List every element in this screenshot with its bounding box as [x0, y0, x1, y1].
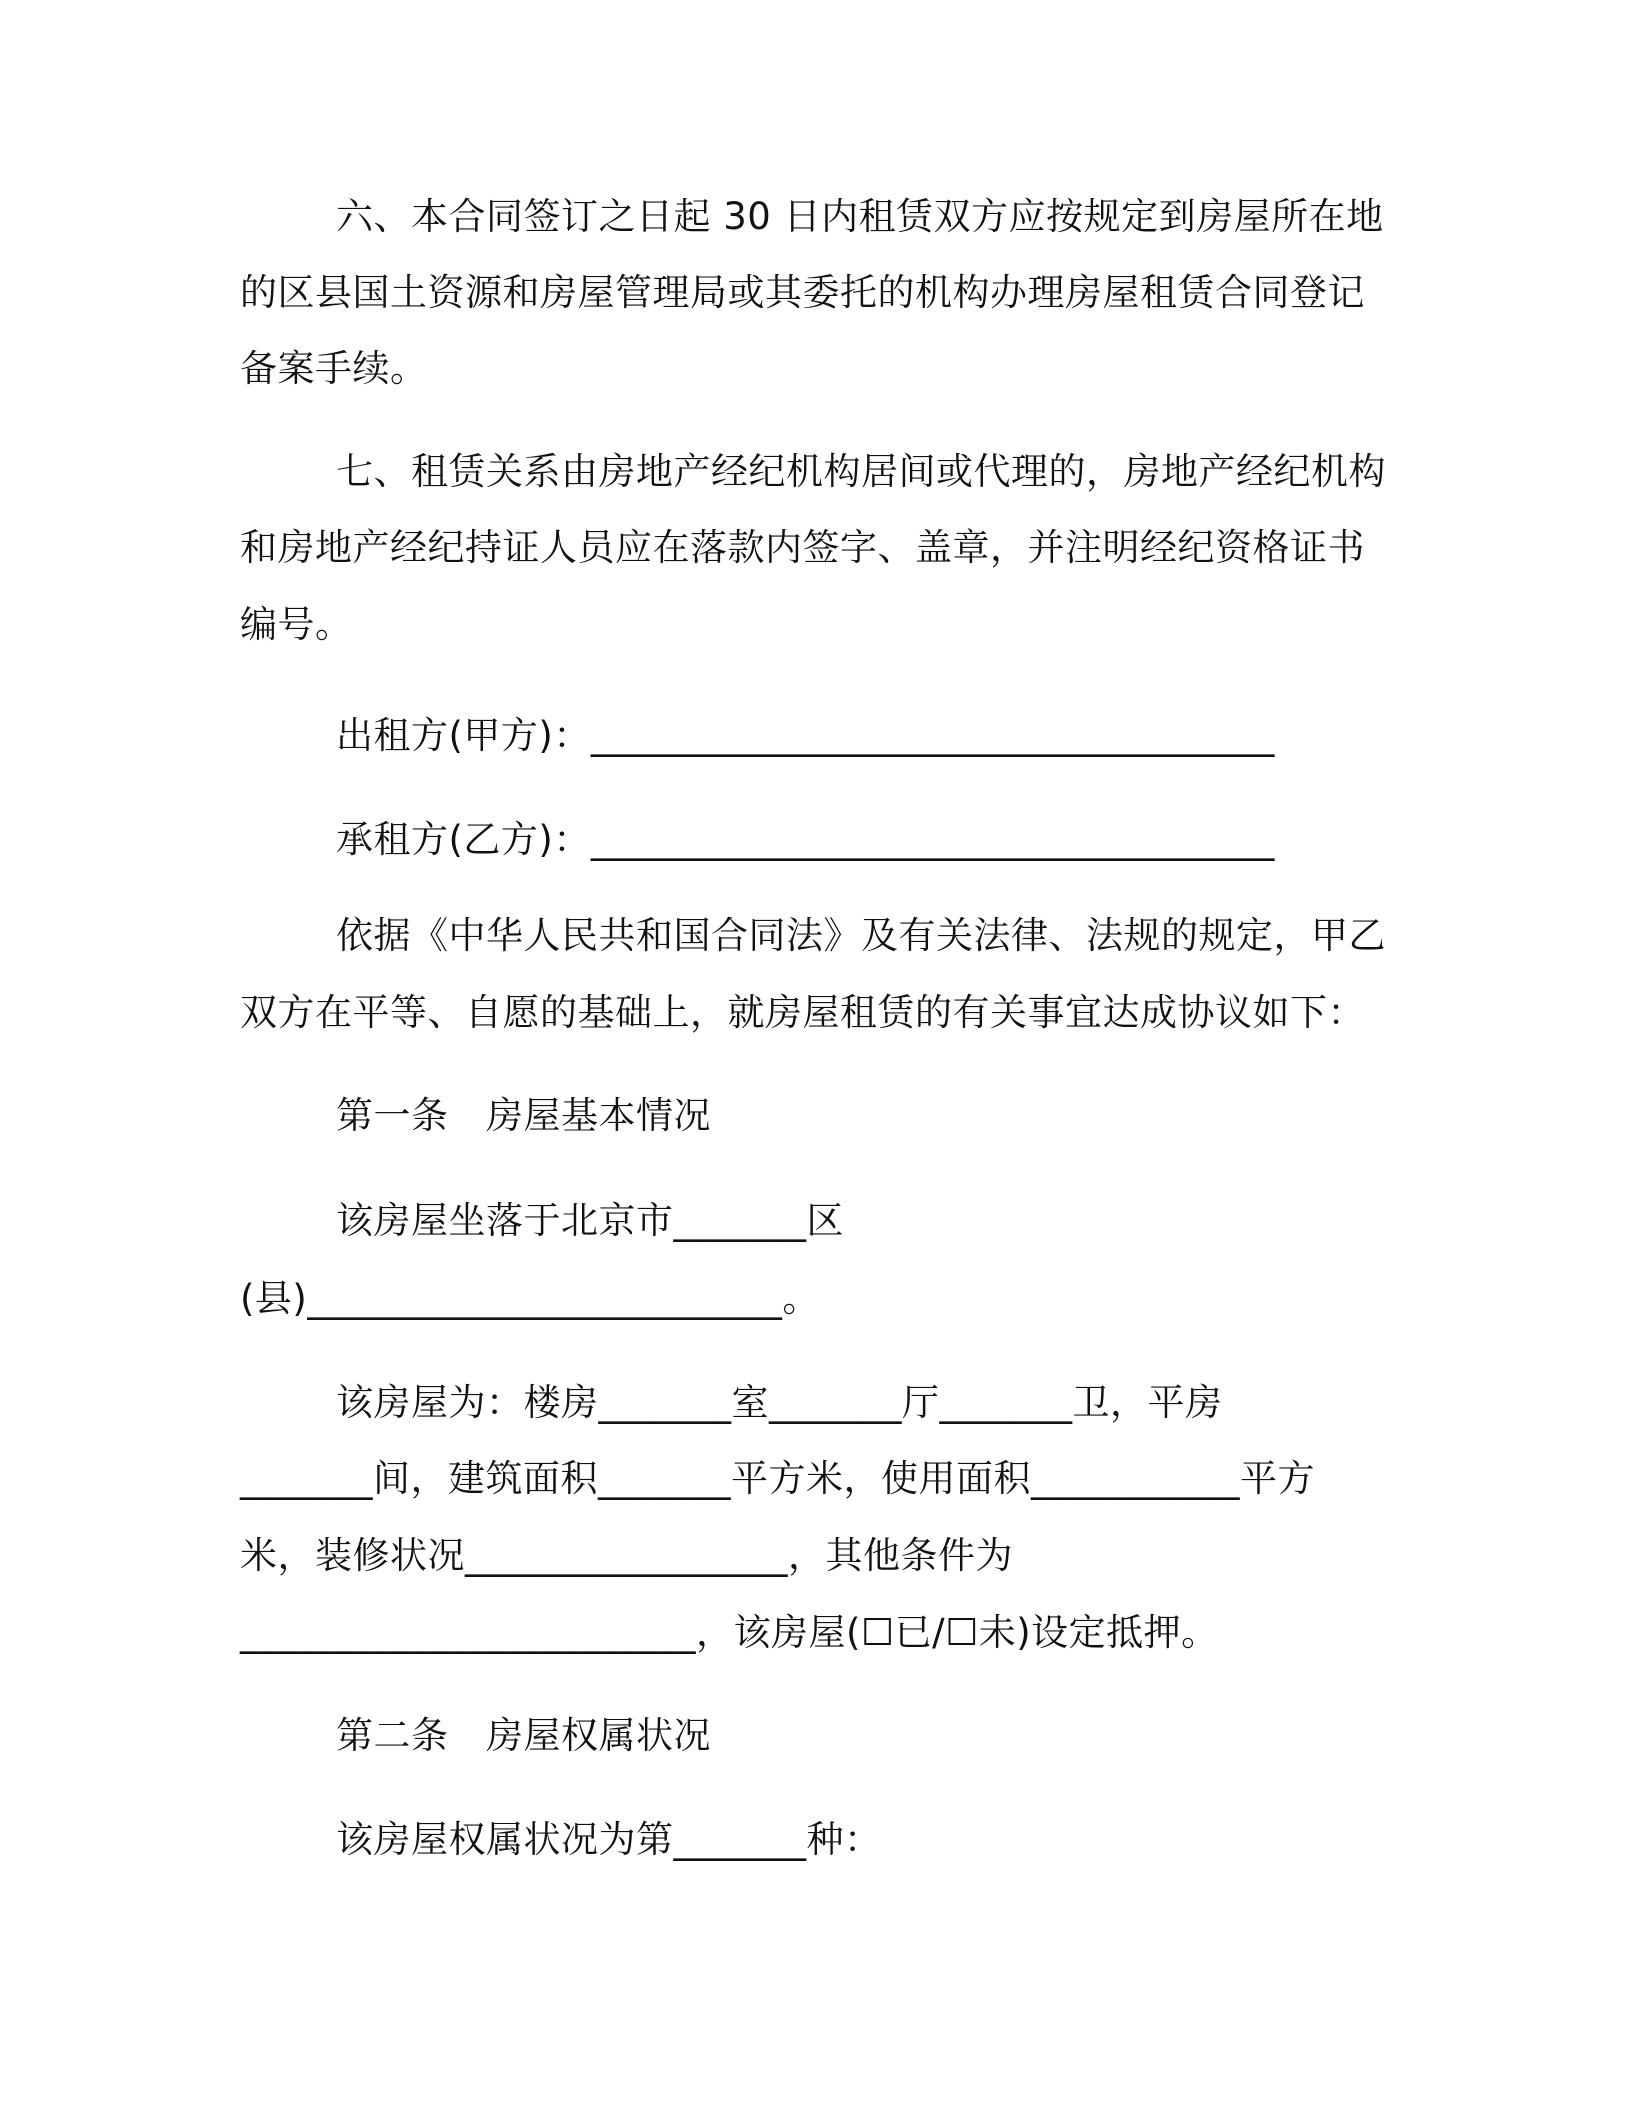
article-1-description-line-1: 该房屋为：楼房_______室_______厅_______卫，平房 — [336, 1381, 1223, 1424]
clause-7-line-3: 编号。 — [240, 603, 353, 646]
article-1-heading: 第一条 房屋基本情况 — [336, 1094, 711, 1137]
article-1-description-line-3: 米，装修状况_________________，其他条件为 — [240, 1534, 1013, 1577]
lessee-signature-line: 承租方(乙方)：____________________________________ — [336, 818, 1275, 861]
preamble-line-2: 双方在平等、自愿的基础上，就房屋租赁的有关事宜达成协议如下： — [240, 991, 1365, 1034]
clause-6-line-1: 六、本合同签订之日起 30 日内租赁双方应按规定到房屋所在地 — [336, 195, 1384, 238]
article-1-location-line-2: (县)_________________________。 — [240, 1277, 820, 1320]
article-1-description-line-4: ________________________，该房屋(☐已/☐未)设定抵押。 — [240, 1611, 1219, 1654]
lessor-signature-line: 出租方(甲方)：____________________________________ — [336, 714, 1275, 757]
clause-6-line-3: 备案手续。 — [240, 347, 428, 390]
article-2-heading: 第二条 房屋权属状况 — [336, 1714, 711, 1757]
preamble-line-1: 依据《中华人民共和国合同法》及有关法律、法规的规定，甲乙 — [336, 914, 1386, 957]
clause-7-line-2: 和房地产经纪持证人员应在落款内签字、盖章，并注明经纪资格证书 — [240, 526, 1365, 569]
article-1-description-line-2: _______间，建筑面积_______平方米，使用面积___________平方 — [240, 1457, 1315, 1500]
clause-6-line-2: 的区县国土资源和房屋管理局或其委托的机构办理房屋租赁合同登记 — [240, 271, 1365, 314]
article-1-location-line-1: 该房屋坐落于北京市_______区 — [336, 1199, 844, 1242]
clause-7-line-1: 七、租赁关系由房地产经纪机构居间或代理的，房地产经纪机构 — [336, 450, 1386, 493]
article-2-line-1: 该房屋权属状况为第_______种： — [336, 1818, 882, 1861]
